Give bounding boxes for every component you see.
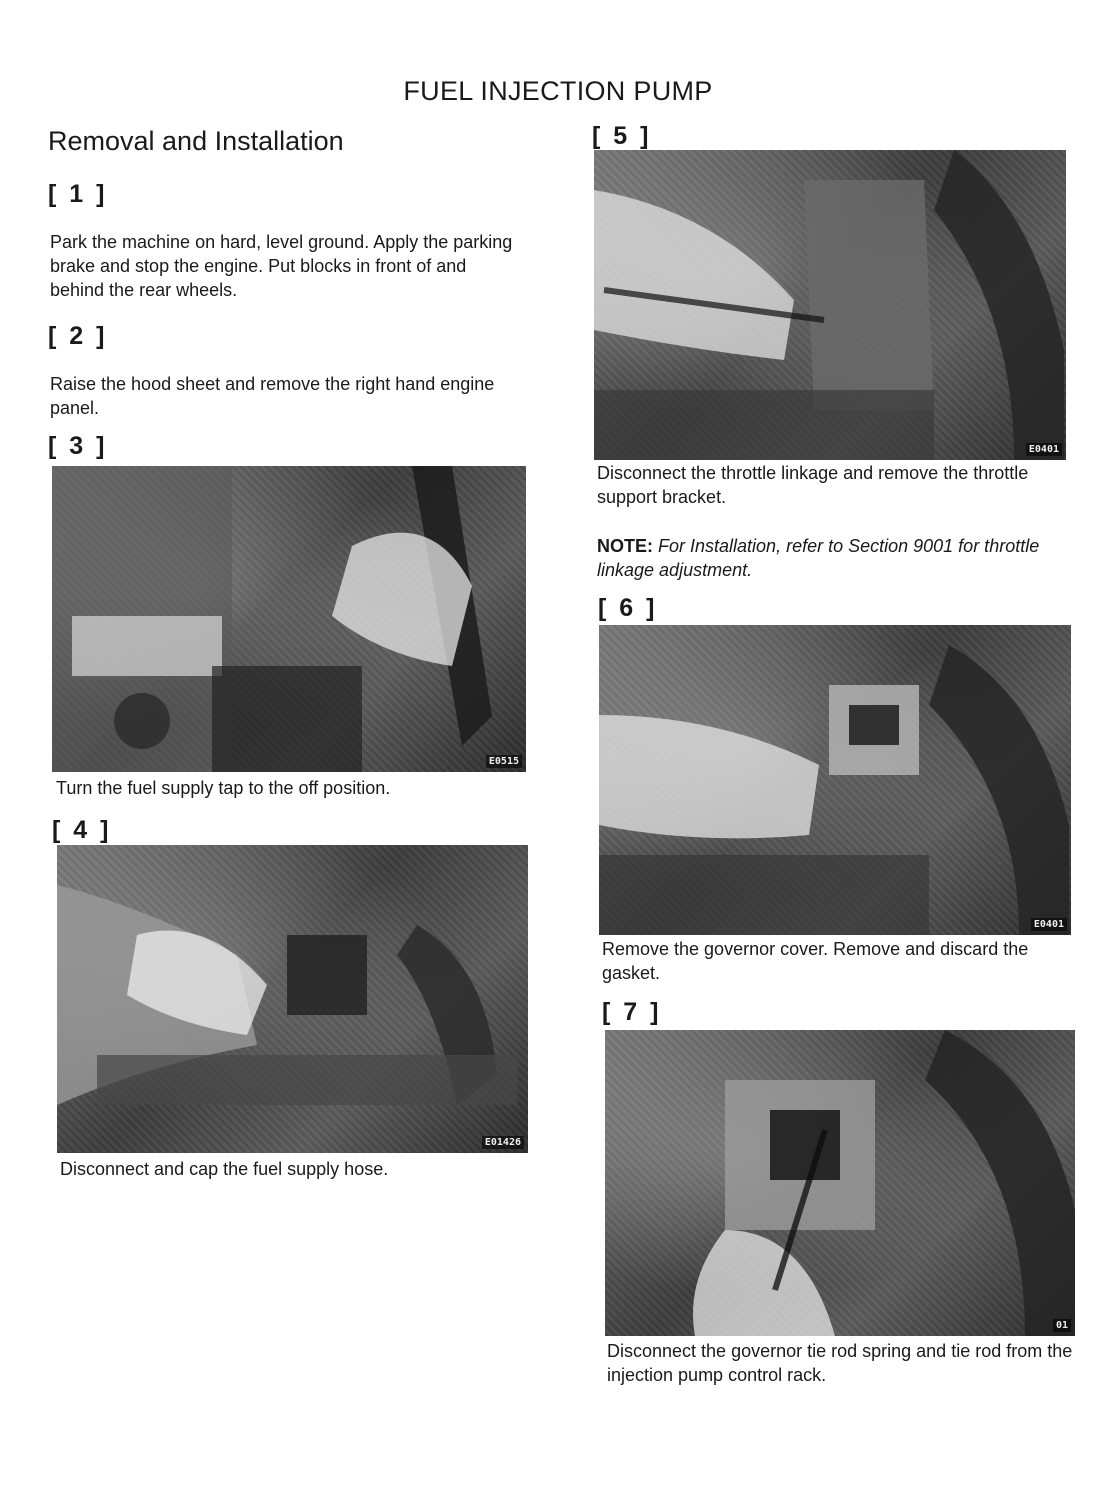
step-7-photo-art: [605, 1030, 1075, 1336]
step-5-photo-code: E0401: [1026, 443, 1062, 456]
step-7-photo-code: 01: [1053, 1319, 1071, 1332]
step-6-photo-code: E0401: [1031, 918, 1067, 931]
step-4-photo-code: E01426: [482, 1136, 524, 1149]
step-5-caption: Disconnect the throttle linkage and remove the throttle support bracket.: [597, 463, 1029, 507]
step-4-caption: Disconnect and cap the fuel supply hose.: [60, 1159, 389, 1179]
step-3-label: [ 3 ]: [48, 432, 108, 460]
step-6-label: [ 6 ]: [598, 594, 658, 622]
step-4-photo: [57, 845, 528, 1153]
note-text: For Installation, refer to Section 9001 for throttle linkage adjustment.: [597, 536, 1040, 580]
step-7-photo: [605, 1030, 1075, 1336]
step-1-label: [ 1 ]: [48, 180, 108, 208]
step-5-photo: [594, 150, 1066, 460]
step-4-photo-art: [57, 845, 528, 1153]
page-title: FUEL INJECTION PUMP: [403, 76, 713, 106]
section-title: Removal and Installation: [48, 126, 344, 156]
step-4-label: [ 4 ]: [52, 816, 112, 844]
step-3-photo-code: E0515: [486, 755, 522, 768]
note: [597, 534, 1073, 582]
step-2-label: [ 2 ]: [48, 322, 108, 350]
step-5-photo-art: [594, 150, 1066, 460]
step-7-caption: Disconnect the governor tie rod spring and tie rod from the injection pump control rack.: [607, 1341, 1073, 1385]
step-6-caption: Remove the governor cover. Remove and discard the gasket.: [602, 939, 1029, 983]
step-3-photo: [52, 466, 526, 772]
step-6-photo-art: [599, 625, 1071, 935]
note-label: NOTE:: [597, 536, 653, 556]
step-1-text: Park the machine on hard, level ground. Apply the parking brake and stop the engine. Put blocks in front of and behind the rear wheels.: [50, 232, 513, 300]
step-6-photo: [599, 625, 1071, 935]
step-5-label: [ 5 ]: [592, 122, 652, 150]
step-2-text: Raise the hood sheet and remove the right hand engine panel.: [50, 374, 495, 418]
step-3-caption: Turn the fuel supply tap to the off position.: [56, 778, 391, 798]
step-3-photo-art: [52, 466, 526, 772]
step-7-label: [ 7 ]: [602, 998, 662, 1026]
